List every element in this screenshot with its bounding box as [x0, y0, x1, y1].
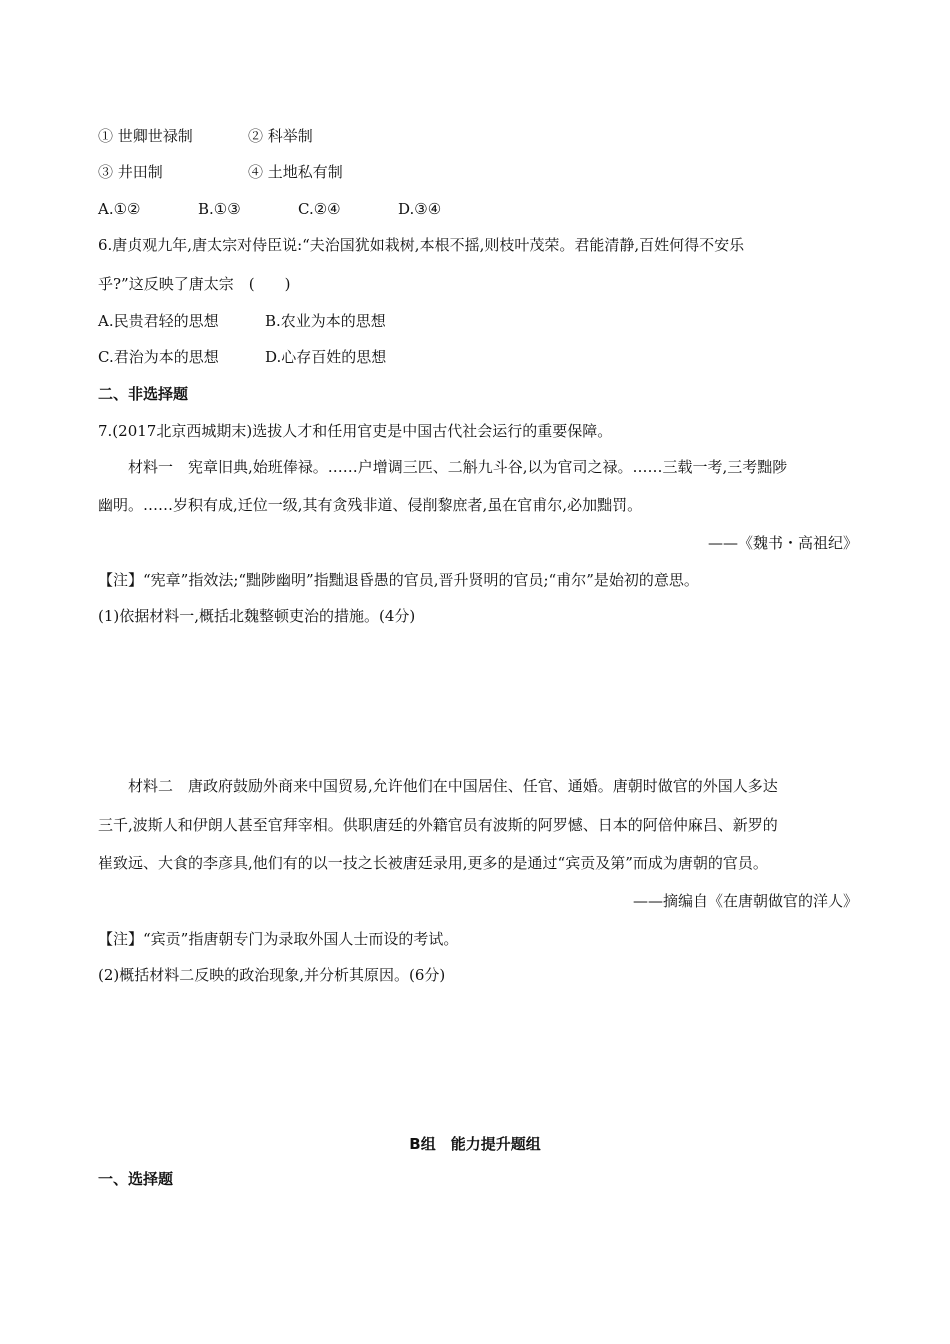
- sub-question-2: (2)概括材料二反映的政治现象,并分析其原因。(6分): [98, 966, 446, 984]
- q5-option-1: ① 世卿世禄制: [98, 127, 193, 145]
- material-2-line-1: 材料二 唐政府鼓励外商来中国贸易,允许他们在中国居住、任官、通婚。唐朝时做官的外国人多达: [128, 777, 778, 795]
- material-2-line-3: 崔致远、大食的李彦具,他们有的以一技之长被唐廷录用,更多的是通过“宾贡及第”而成为唐朝的官员。: [98, 854, 768, 872]
- note-2: 【注】“宾贡”指唐朝专门为录取外国人士而设的考试。: [98, 930, 459, 948]
- q5-option-2: ② 科举制: [248, 127, 313, 145]
- material-1-line-1: 材料一 宪章旧典,始班俸禄。……户增调三匹、二斛九斗谷,以为官司之禄。……三载一考,三考黜陟: [128, 458, 788, 476]
- group-b-section-heading: 一、选择题: [98, 1170, 174, 1188]
- material-1-source: ——《魏书・高祖纪》: [707, 534, 858, 552]
- q5-choice-d: D.③④: [398, 200, 442, 218]
- q6-stem-line-2: 乎?”这反映了唐太宗 ( ): [98, 275, 291, 293]
- q6-choice-d: D.心存百姓的思想: [265, 348, 387, 366]
- material-1-line-2: 幽明。……岁积有成,迁位一级,其有贪残非道、侵削黎庶者,虽在官甫尔,必加黜罚。: [98, 496, 643, 514]
- group-b-title: B组 能力提升题组: [409, 1135, 541, 1153]
- material-2-source: ——摘编自《在唐朝做官的洋人》: [632, 892, 858, 910]
- q6-stem-line-1: 6.唐贞观九年,唐太宗对侍臣说:“夫治国犹如栽树,本根不摇,则枝叶茂荣。君能清静,百姓何得不安乐: [98, 236, 745, 254]
- sub-question-1: (1)依据材料一,概括北魏整顿吏治的措施。(4分): [98, 607, 416, 625]
- material-2-line-2: 三千,波斯人和伊朗人甚至官拜宰相。供职唐廷的外籍官员有波斯的阿罗憾、日本的阿倍仲麻吕、新罗的: [98, 816, 778, 834]
- q5-option-4: ④ 土地私有制: [248, 163, 343, 181]
- q6-choice-a: A.民贵君轻的思想: [98, 312, 219, 330]
- q5-option-3: ③ 井田制: [98, 163, 163, 181]
- q5-choice-c: C.②④: [298, 200, 341, 218]
- note-1: 【注】“宪章”指效法;“黜陟幽明”指黜退昏愚的官员,晋升贤明的官员;“甫尔”是始初的意思。: [98, 571, 699, 589]
- q5-choice-b: B.①③: [198, 200, 241, 218]
- q5-choice-a: A.①②: [98, 200, 141, 218]
- q7-stem: 7.(2017北京西城期末)选拔人才和任用官吏是中国古代社会运行的重要保障。: [98, 422, 613, 440]
- section-heading: 二、非选择题: [98, 385, 189, 403]
- q6-choice-c: C.君治为本的思想: [98, 348, 219, 366]
- q6-choice-b: B.农业为本的思想: [265, 312, 386, 330]
